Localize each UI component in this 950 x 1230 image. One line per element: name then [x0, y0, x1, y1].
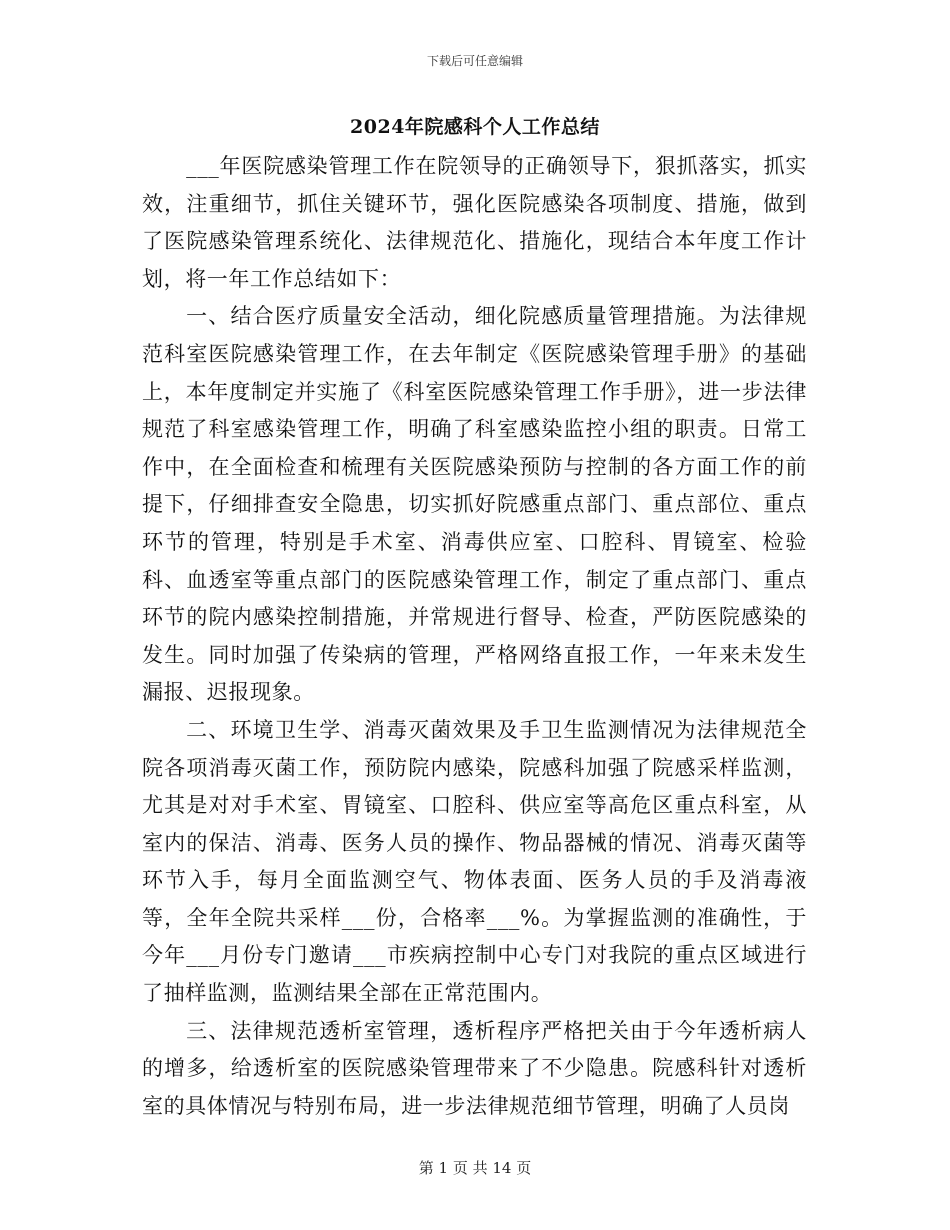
document-title: 2024年院感科个人工作总结 — [350, 116, 600, 138]
paragraph-section-three: 三、法律规范透析室管理，透析程序严格把关由于今年透析病人的增多，给透析室的医院感染管理带来了不少隐患。院感科针对透析室的具体情况与特别布局，进一步法律规范细节管理，明确了人员岗 — [142, 1018, 807, 1118]
page-header-note: 下载后可任意编辑 — [426, 54, 523, 68]
page-number: 第 1 页 共 14 页 — [418, 1159, 532, 1177]
document-body — [142, 148, 807, 1125]
paragraph-section-one: 一、结合医疗质量安全活动，细化院感质量管理措施。为法律规范科室医院感染管理工作，在去年制定《医院感染管理手册》的基础上，本年度制定并实施了《科室医院感染管理工作手册》，进一步法律规范了科室感染管理工作，明确了科室感染监控小组的职责。日常工作中，在全面检查和梳理有关医院感染预防与控制的各方面工作的前提下，仔细排查安全隐患，切实抓好院感重点部门、重点部位、重点环节的管理，特别是手术室、消毒供应室、口腔科、胃镜室、检验科、血透室等重点部门的医院感染管理工作，制定了重点部门、重点环节的院内感染控制措施，并常规进行督导、检查，严防医院感染的发生。同时加强了传染病的管理，严格网络直报工作，一年来未发生漏报、迟报现象。 — [142, 304, 807, 705]
paragraph-section-two: 二、环境卫生学、消毒灭菌效果及手卫生监测情况为法律规范全院各项消毒灭菌工作，预防院内感染，院感科加强了院感采样监测，尤其是对对手术室、胃镜室、口腔科、供应室等高危区重点科室，从室内的保洁、消毒、医务人员的操作、物品器械的情况、消毒灭菌等环节入手，每月全面监测空气、物体表面、医务人员的手及消毒液等，全年全院共采样___份，合格率___%。为掌握监测的准确性，于今年___月份专门邀请___市疾病控制中心专门对我院的重点区域进行了抽样监测，监测结果全部在正常范围内。 — [142, 717, 807, 1006]
paragraph-intro: ___年医院感染管理工作在院领导的正确领导下，狠抓落实，抓实效，注重细节，抓住关键环节，强化医院感染各项制度、措施，做到了医院感染管理系统化、法律规范化、措施化，现结合本年度工作计划，将一年工作总结如下： — [142, 154, 807, 291]
